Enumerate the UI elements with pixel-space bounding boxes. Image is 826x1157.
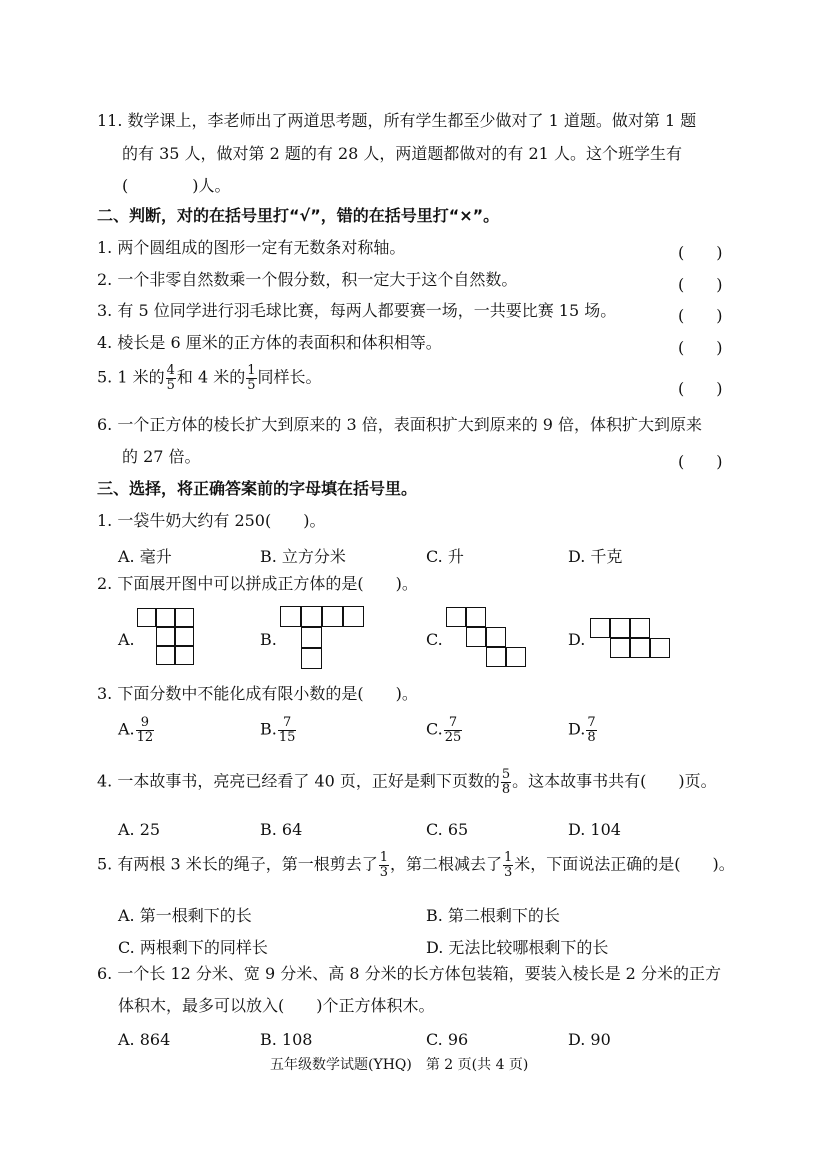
judge-answer-6[interactable]: ( )	[678, 452, 723, 471]
choice-q2-option-a[interactable]: A.	[118, 630, 135, 649]
choice-q4-option-b[interactable]: B. 64	[260, 820, 303, 839]
fraction: $\frac{7}{8}$	[587, 715, 596, 745]
judge-answer-4[interactable]: ( )	[678, 338, 723, 357]
choice-q6-option-d[interactable]: D. 90	[568, 1030, 611, 1049]
section2-heading: 二、判断，对的在括号里打“√”，错的在括号里打“×”。	[97, 206, 500, 225]
choice-q6-option-a[interactable]: A. 864	[118, 1030, 171, 1049]
choice-q3: 3. 下面分数中不能化成有限小数的是( )。	[97, 684, 418, 703]
choice-q4-option-a[interactable]: A. 25	[118, 820, 161, 839]
choice-q1-option-b[interactable]: B. 立方分米	[260, 547, 346, 566]
judge-item-3: 3. 有 5 位同学进行羽毛球比赛，每两人都要赛一场，一共要比赛 15 场。	[97, 301, 617, 320]
cube-net-c	[446, 607, 526, 669]
choice-q2-option-d[interactable]: D.	[568, 630, 586, 649]
fraction: $\frac{1}{3}$	[379, 850, 388, 880]
judge-answer-5[interactable]: ( )	[678, 379, 723, 398]
fraction: $\frac{7}{15}$	[278, 715, 296, 745]
judge-answer-2[interactable]: ( )	[678, 275, 723, 294]
choice-q6-option-c[interactable]: C. 96	[426, 1030, 469, 1049]
choice-q5-option-d[interactable]: D. 无法比较哪根剩下的长	[426, 938, 609, 957]
choice-q2: 2. 下面展开图中可以拼成正方体的是( )。	[97, 574, 418, 593]
choice-q6-line2: 体积木，最多可以放入( )个正方体积木。	[118, 996, 435, 1015]
fraction: $\frac{7}{25}$	[444, 715, 462, 745]
judge-item-2: 2. 一个非零自然数乘一个假分数，积一定大于这个自然数。	[97, 270, 518, 289]
section3-heading: 三、选择，将正确答案前的字母填在括号里。	[97, 479, 418, 498]
choice-q2-option-c[interactable]: C.	[426, 630, 443, 649]
choice-q1-option-c[interactable]: C. 升	[426, 547, 464, 566]
judge-item-5: 5. 1 米的 $\frac{4}{5}$ 和 4 米的 $\frac{1}{5}$ 同样长。	[97, 363, 322, 393]
cube-net-b	[280, 606, 364, 668]
choice-q3-option-a[interactable]: A. $\frac{9}{12}$	[118, 715, 154, 745]
choice-q2-option-b[interactable]: B.	[260, 630, 277, 649]
choice-q3-option-b[interactable]: B. $\frac{7}{15}$	[260, 715, 296, 745]
judge-answer-3[interactable]: ( )	[678, 306, 723, 325]
q11-line3: ( )人。	[122, 176, 231, 195]
choice-q6-option-b[interactable]: B. 108	[260, 1030, 313, 1049]
judge-item-1: 1. 两个圆组成的图形一定有无数条对称轴。	[97, 238, 406, 257]
choice-q4-option-c[interactable]: C. 65	[426, 820, 469, 839]
choice-q5-option-a[interactable]: A. 第一根剩下的长	[118, 906, 252, 925]
fraction: $\frac{5}{8}$	[501, 767, 511, 797]
choice-q1-option-a[interactable]: A. 毫升	[118, 547, 172, 566]
fraction: $\frac{1}{3}$	[504, 850, 513, 880]
judge-answer-1[interactable]: ( )	[678, 243, 723, 262]
q11-line1: 11. 数学课上，李老师出了两道思考题，所有学生都至少做对了 1 道题。做对第 1 题	[97, 111, 697, 130]
choice-q1: 1. 一袋牛奶大约有 250( )。	[97, 511, 326, 530]
choice-q3-option-d[interactable]: D. $\frac{7}{8}$	[568, 715, 596, 745]
cube-net-a	[137, 608, 197, 668]
fraction: $\frac{9}{12}$	[136, 715, 154, 745]
fraction: $\frac{4}{5}$	[166, 363, 175, 393]
choice-q5: 5. 有两根 3 米长的绳子，第一根剪去了 $\frac{1}{3}$ ，第二根减去了 $\frac{1}{3}$ 米，下面说法正确的是( )。	[97, 850, 735, 880]
choice-q6-line1: 6. 一个长 12 分米、宽 9 分米、高 8 分米的长方体包装箱，要装入棱长是 2 分米的正方	[97, 964, 721, 983]
judge-item-6-line1: 6. 一个正方体的棱长扩大到原来的 3 倍，表面积扩大到原来的 9 倍，体积扩大到原来	[97, 415, 703, 434]
choice-q5-option-b[interactable]: B. 第二根剩下的长	[426, 906, 560, 925]
choice-q1-option-d[interactable]: D. 千克	[568, 547, 623, 566]
choice-q3-option-c[interactable]: C. $\frac{7}{25}$	[426, 715, 462, 745]
q11-line2: 的有 35 人，做对第 2 题的有 28 人，两道题都做对的有 21 人。这个班学生有	[122, 144, 682, 163]
cube-net-d	[590, 618, 672, 659]
fraction: $\frac{1}{5}$	[247, 363, 256, 393]
choice-q5-option-c[interactable]: C. 两根剩下的同样长	[118, 938, 268, 957]
page-footer: 五年级数学试题(YHQ) 第 2 页(共 4 页)	[270, 1057, 529, 1073]
judge-item-4: 4. 棱长是 6 厘米的正方体的表面积和体积相等。	[97, 333, 442, 352]
choice-q4: 4. 一本故事书，亮亮已经看了 40 页，正好是剩下页数的 $\frac{5}{8}$ 。这本故事书共有( )页。	[97, 767, 717, 797]
choice-q4-option-d[interactable]: D. 104	[568, 820, 621, 839]
judge-item-6-line2: 的 27 倍。	[122, 447, 201, 466]
